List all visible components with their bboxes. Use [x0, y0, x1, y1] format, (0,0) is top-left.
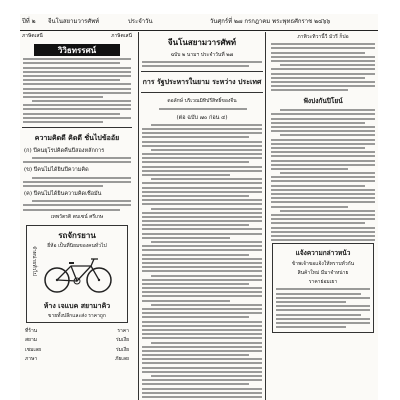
page-header — [20, 14, 378, 31]
section-heading: ฟังบ่งกันปิโยน์ — [303, 97, 343, 106]
masthead-left-caption: ภาษิตเสนี — [22, 33, 43, 39]
article-subhead: ดอลักษ์ บริเวณมิทิปรีสิทธิ์ของจีน — [167, 98, 237, 105]
list-item: (ค) ปีคนไม่ได้ยินความคิดเชื่อมั่น — [24, 190, 102, 197]
notice-line: ข้าพเจ้าขอแจ้งให้ทราบทั่วกัน — [291, 261, 355, 268]
right-column — [268, 32, 378, 400]
article-body-text — [139, 124, 265, 400]
divider — [22, 127, 132, 128]
center-column — [138, 32, 266, 400]
list-item: เชมเลย ร่มเงีย — [25, 346, 129, 353]
list-item: (ก) ปีคนยุโรปคิดคืนปีสองหลักการ — [24, 148, 105, 154]
issue-number: ปีที่ ๒ — [22, 18, 36, 25]
column-body-text — [268, 43, 378, 91]
column-heading: ภาพิวะทิวานี้วี มัวรี ก็ปอ — [297, 34, 349, 40]
ad-note: ขายทั้งปลีกและส่ง ราคาถูก — [48, 312, 106, 319]
ad-subtitle: ยี่ห้อ เป็นที่นิยมของคนทั่วไป — [47, 242, 107, 249]
ad-shop-name: ห้าง เจแบค สยามาคิว — [43, 300, 111, 310]
frequency: ประจำวัน — [128, 18, 153, 25]
notice-line: ราคาย่อมเยา — [308, 279, 338, 286]
article-byline: (ต่อ ฉบับ ๗๐ ก่อน ๔) — [176, 114, 228, 121]
ad-title: รถจักรยาน — [58, 229, 96, 240]
list-item: สยาม ร่มเงีย — [25, 337, 129, 344]
list-item: (ข) ปีคนไม่ได้ยินปีความคิด — [24, 167, 89, 174]
notice-line: สินค้าใหม่ มีมาจำหน่าย — [297, 270, 349, 277]
newspaper-page — [20, 14, 378, 400]
left-column — [20, 32, 134, 400]
section-masthead: วิวิธทรรศน์ — [34, 44, 120, 56]
bicycle-advertisement — [26, 225, 128, 323]
list-item: ที่ร้าน ราคา — [25, 327, 129, 334]
edition-line: ฉบับ ๒ นามฯ ประจำวันที่ ๒๗ — [170, 52, 234, 58]
notice-heading: แจ้งความกล่าวหน้ว — [295, 249, 351, 258]
notice-box — [272, 243, 374, 333]
section-heading: ความคิดดี คิดดี ชั่นไปข้ออัย — [34, 133, 120, 142]
masthead-right-caption: ภาษิตเสนี — [111, 33, 132, 39]
price-list — [20, 327, 134, 364]
article-headline: การ รัฐประหารในยาม ระหว่าง ประเทศ — [142, 77, 262, 87]
signature: เทพวัตรติ ตบเซน์ ศรีเกษ — [50, 213, 104, 220]
bicycle-illustration — [43, 254, 113, 294]
paper-title: จีนโนสยามวารศัพท์ — [167, 37, 237, 47]
ad-side-text: จำหน่ายทั่วไป — [31, 245, 37, 276]
column-body-text — [20, 58, 134, 123]
list-item: ภาษา ภัยเลย — [25, 356, 129, 363]
issue-date: วันศุกร์ที่ ๒๗ กรกฎาคม พระพุทธศักราช ๒๔๖๖ — [210, 18, 331, 25]
paper-name: จีนโนสยามวารศัพท์ — [48, 18, 100, 25]
